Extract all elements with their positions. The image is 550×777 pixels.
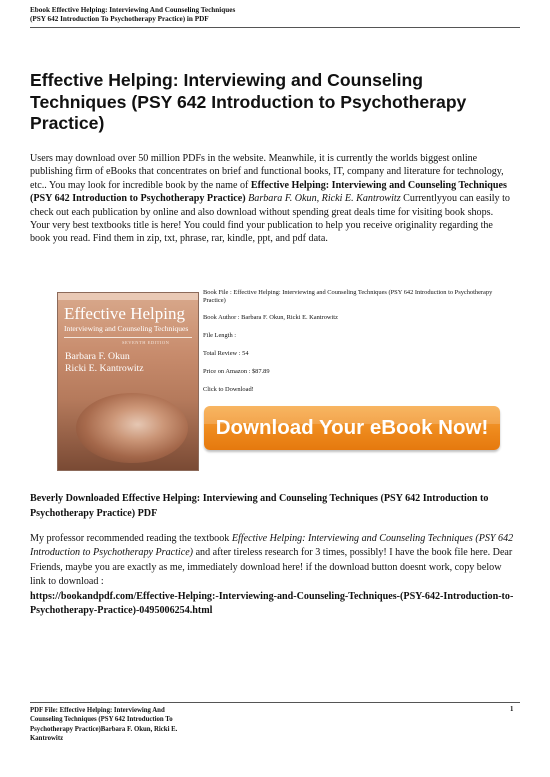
header-divider: [30, 27, 520, 28]
intro-author: Barbara F. Okun, Ricki E. Kantrowitz: [245, 193, 401, 205]
meta-book-file: Book File : Effective Helping: Interviewing and Counseling Techniques (PSY 642 Introduction to Psychotherapy Practice): [203, 289, 493, 305]
download-ebook-button[interactable]: [204, 406, 500, 450]
intro-paragraph: [30, 152, 514, 246]
cover-spiral-art: [76, 393, 188, 463]
book-cover-image[interactable]: [57, 292, 199, 471]
body-text-1: My professor recommended reading the textbook: [30, 533, 232, 544]
meta-total-review: Total Review : 54: [203, 350, 249, 357]
footer-text: PDF File: Effective Helping: Interviewing And Counseling Techniques (PSY 642 Introduction To Psychotherapy Practice)Barbara F. Okun, Ricki E. Kantrowitz: [30, 707, 178, 742]
body-book-title: Effective Helping: Interviewing and Counseling Techniques (PSY 642 Introduction to Psychotherapy Practice): [30, 533, 514, 559]
body-text-2: and after tireless research for 3 times, possibly! I have the book file here. Dear Friends, maybe you are exactly as me, immediately download here! if the download button doesnt work, copy below link to download :: [30, 547, 513, 588]
cover-top-band: [58, 293, 198, 300]
download-url-link[interactable]: https://bookandpdf.com/Effective-Helping:-Interviewing-and-Counseling-Techniques-(PSY-642-Introduction-to-Psychotherapy-Practice)-0495006254.html: [30, 590, 514, 617]
download-button-label: Download Your eBook Now!: [215, 416, 489, 439]
section-heading: Beverly Downloaded Effective Helping: Interviewing and Counseling Techniques (PSY 642 Introduction to Psychotherapy Practice) PDF: [30, 493, 489, 519]
cover-subtitle: Interviewing and Counseling Techniques: [64, 324, 189, 333]
cover-edition: SEVENTH EDITION: [122, 340, 170, 345]
meta-book-author: Book Author : Barbara F. Okun, Ricki E. Kantrowitz: [203, 314, 338, 321]
page-number: 1: [510, 706, 514, 713]
intro-text-1: Users may download over 50 million PDFs in the website. Meanwhile, it is currently the worlds biggest online publishing firm of eBooks that concentrates on brief and functional books, IT, company and literature for technology, etc.. You may look for incredible book by the name of: [30, 153, 504, 191]
cover-divider: [64, 337, 192, 338]
body-paragraph: [30, 532, 516, 618]
header-line-2: (PSY 642 Introduction To Psychotherapy Practice) in PDF: [30, 15, 209, 23]
intro-text-2: Currentlyyou can easily to check out each publication by online and also download without spending great deals time for visiting book shops. Your very best textbooks title is here! You could find your publication to help you receive originality regarding the book you read. Find them in zip, txt, phrase, rar, kindle, ppt, and pdf data.: [30, 193, 510, 245]
page-header: [30, 6, 520, 24]
meta-price: Price on Amazon : $87.89: [203, 368, 270, 375]
header-line-1: Ebook Effective Helping: Interviewing And Counseling Techniques: [30, 6, 236, 14]
page-title: Effective Helping: Interviewing and Counseling Techniques (PSY 642 Introduction to Psychotherapy Practice): [30, 70, 467, 133]
meta-file-length: File Length :: [203, 332, 237, 339]
meta-click-link[interactable]: Click to Download!: [203, 386, 254, 393]
cover-author-1: Barbara F. Okun: [65, 351, 130, 362]
cover-title: Effective Helping: [64, 304, 186, 323]
intro-book-title: Effective Helping: Interviewing and Counseling Techniques (PSY 642 Introduction to Psychotherapy Practice): [30, 179, 507, 205]
cover-author-2: Ricki E. Kantrowitz: [65, 363, 144, 374]
footer-divider: [30, 702, 520, 703]
